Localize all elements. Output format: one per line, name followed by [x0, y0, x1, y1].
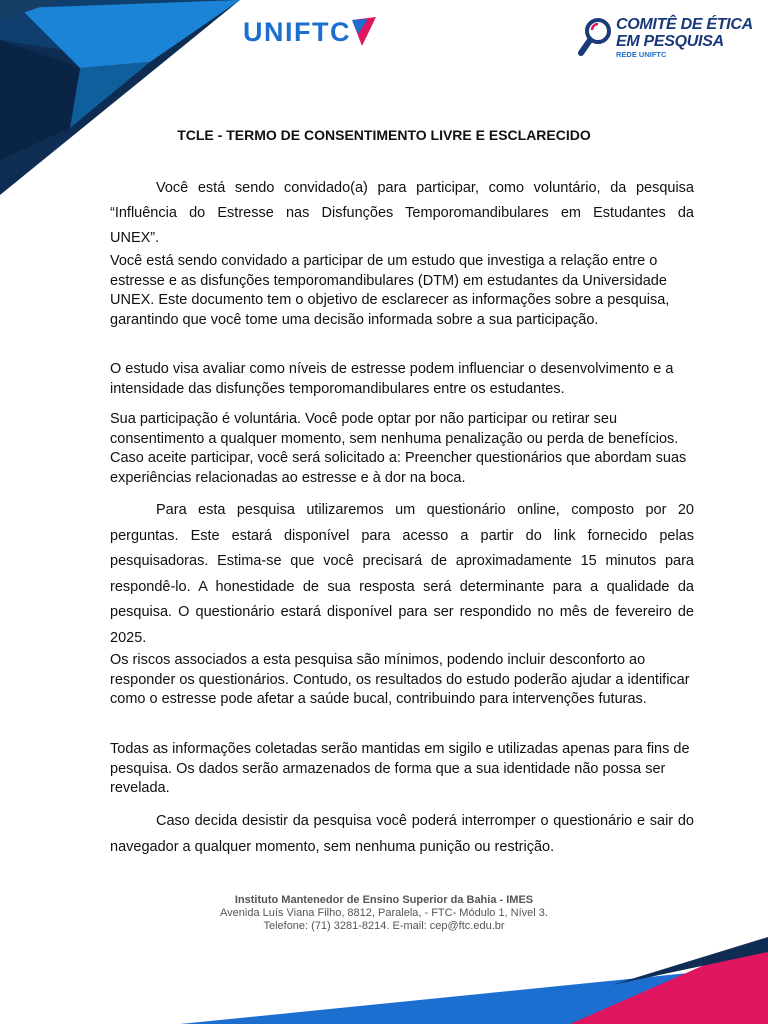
withdrawal-paragraph: Caso decida desistir da pesquisa você poderá interromper o questionário e sair do navegador a qualquer momento, sem nenhuma punição ou restrição. — [110, 813, 694, 855]
intro-line-3: UNEX”. — [110, 230, 160, 246]
confidentiality-paragraph: Todas as informações coletadas serão mantidas em sigilo e utilizadas apenas para fins de pesquisa. Os dados serão armazenados de forma que a sua identidade não possa ser revelada. — [110, 741, 690, 796]
footer — [0, 894, 768, 933]
study-description-paragraph: Você está sendo convidado a participar de um estudo que investiga a relação entre o estresse e as disfunções temporomandibulares (DTM) em estudantes da Universidade UNEX. Este documento tem o objetivo de esclarecer as informações sobre a pesquisa, garantindo que você tome uma decisão informada sobre a sua participação. — [110, 253, 670, 328]
footer-address: Avenida Luís Viana Filho, 8812, Paralela, - FTC- Módulo 1, Nível 3. — [220, 907, 548, 919]
ethics-logo-line1: COMITÊ DE ÉTICA — [616, 16, 753, 33]
uniftc-logo — [243, 16, 376, 48]
footer-institution: Instituto Mantenedor de Ensino Superior da Bahia - IMES — [234, 894, 534, 906]
ethics-logo-line3: REDE UNIFTC — [616, 50, 667, 59]
questionnaire-paragraph: Para esta pesquisa utilizaremos um questionário online, composto por 20 perguntas. Este estará disponível para acesso a partir do link fornecido pelas pesquisadoras. Estima-se que você precisará de aproximadamente 15 minutos para respondê-lo. A honestidade de sua resposta será determinante para a qualidade da pesquisa. O questionário estará disponível para ser respondido no mês de fevereiro de 2025. — [110, 502, 694, 646]
uniftc-logo-text: UNIFTC — [243, 16, 351, 47]
ethics-committee-logo — [578, 16, 753, 62]
page-title: TCLE - TERMO DE CONSENTIMENTO LIVRE E ESCLARECIDO — [177, 127, 591, 143]
uniftc-logo-mark-icon — [352, 16, 376, 48]
ethics-logo-line2: EM PESQUISA — [616, 33, 724, 50]
magnifier-icon — [578, 16, 614, 62]
risks-paragraph: Os riscos associados a esta pesquisa são mínimos, podendo incluir desconforto ao responder os questionários. Contudo, os resultados do estudo poderão ajudar a identificar como o estresse pode afetar a saúde bucal, contribuindo para intervenções futuras. — [110, 652, 690, 707]
intro-line-2: “Influência do Estresse nas Disfunções Temporomandibulares em Estudantes da — [110, 205, 694, 221]
voluntary-participation-paragraph: Sua participação é voluntária. Você pode optar por não participar ou retirar seu consentimento a qualquer momento, sem nenhuma penalização ou perda de benefícios. Caso aceite participar, você será solicitado a: Preencher questionários que abordam suas experiências relacionadas ao estresse e à dor na boca. — [110, 411, 687, 486]
top-left-decoration — [0, 0, 250, 200]
intro-line-1: Você está sendo convidado(a) para participar, como voluntário, da pesquisa — [156, 180, 694, 196]
study-aim-paragraph: O estudo visa avaliar como níveis de estresse podem influenciar o desenvolvimento e a intensidade das disfunções temporomandibulares entre os estudantes. — [110, 361, 674, 397]
footer-contact: Telefone: (71) 3281-8214. E-mail: cep@ftc.edu.br — [263, 920, 505, 932]
intro-paragraph — [110, 176, 694, 251]
